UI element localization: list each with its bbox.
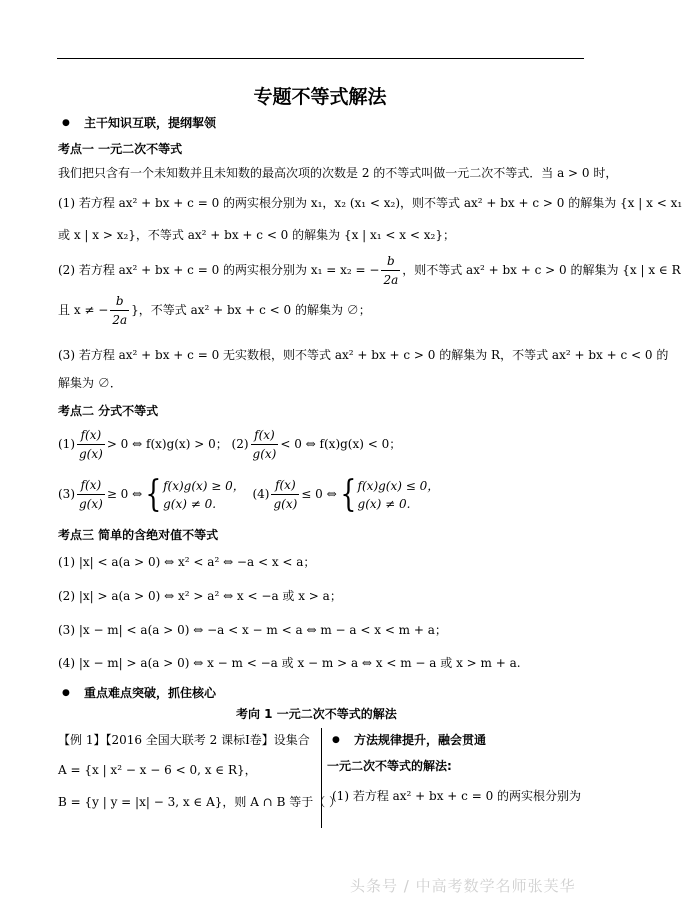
kd2-item3-label: (3) xyxy=(58,487,75,501)
system-brace-4: { f(x)g(x) ≤ 0， g(x) ≠ 0. xyxy=(340,473,440,515)
kd1-item1-line1: (1) 若方程 ax² + bx + c = 0 的两实根分别为 x₁，x₂ (x₁ < x₂)，则不等式 ax² + bx + c > 0 的解集为 {x | x < x₁ xyxy=(58,196,682,210)
fraction-f-over-g xyxy=(77,476,105,513)
kd2-item1-text: > 0 ⇔ f(x)g(x) > 0； xyxy=(106,437,228,451)
example-set-a: A = {x | x² − x − 6 < 0, x ∈ R}， xyxy=(58,763,257,777)
bullet-icon: ● xyxy=(332,735,340,745)
kd2-item2-label: (2) xyxy=(231,437,249,451)
frac-numerator: f(x) xyxy=(271,476,299,495)
frac-numerator: f(x) xyxy=(251,426,279,445)
frac-denominator: g(x) xyxy=(273,497,298,511)
column-divider xyxy=(321,728,322,828)
fraction-f-over-g xyxy=(271,476,299,513)
system-brace-3: { f(x)g(x) ≥ 0， g(x) ≠ 0. xyxy=(145,473,245,515)
kd2-heading: 考点二 分式不等式 xyxy=(58,404,159,418)
kd2-row1 xyxy=(58,426,401,463)
system-row: f(x)g(x) ≤ 0， xyxy=(357,478,440,493)
frac-numerator: b xyxy=(110,292,129,311)
kd3-item3: (3) |x − m| < a(a > 0) ⇔ −a < x − m < a ⇔ m − a < x < m + a； xyxy=(58,623,447,637)
frac-numerator: b xyxy=(381,252,400,271)
kd2-item1-label: (1) xyxy=(58,437,75,451)
fraction-f-over-g xyxy=(251,426,279,463)
direction1-heading: 考向 1 一元二次不等式的解法 xyxy=(236,707,397,721)
system-row: g(x) ≠ 0. xyxy=(163,496,217,511)
system-row: g(x) ≠ 0. xyxy=(357,496,411,511)
kd1-item3-line2: 解集为 ∅． xyxy=(58,376,122,390)
kd1-heading: 考点一 一元二次不等式 xyxy=(58,142,183,156)
kd1-intro: 我们把只含有一个未知数并且未知数的最高次项的次数是 2 的不等式叫做一元二次不等式．当 a > 0 时， xyxy=(58,166,618,180)
kd3-item4: (4) |x − m| > a(a > 0) ⇔ x − m < −a 或 x − m > a ⇔ x < m − a 或 x > m + a. xyxy=(58,656,521,670)
bullet-icon: ● xyxy=(62,688,70,698)
right-column-subheading: 一元二次不等式的解法: xyxy=(327,759,452,773)
fraction-f-over-g xyxy=(77,426,105,463)
page-title: 专题不等式解法 xyxy=(253,86,387,108)
frac-numerator: f(x) xyxy=(77,476,105,495)
kd1-item2-text-b: ，则不等式 ax² + bx + c > 0 的解集为 {x | x ∈ R xyxy=(402,263,681,277)
section1-heading: 主干知识互联，提纲挈领 xyxy=(84,116,217,130)
watermark-text: 头条号 / 中高考数学名师张芙华 xyxy=(350,877,576,895)
kd3-item1: (1) |x| < a(a > 0) ⇔ x² < a² ⇔ −a < x < a； xyxy=(58,555,316,569)
section2-heading: 重点难点突破，抓住核心 xyxy=(84,686,217,700)
kd2-item2-text: < 0 ⇔ f(x)g(x) < 0； xyxy=(280,437,402,451)
fraction-b-over-2a xyxy=(110,292,129,329)
fraction-b-over-2a xyxy=(381,252,400,289)
kd1-item2-text-a: (2) 若方程 ax² + bx + c = 0 的两实根分别为 x₁ = x₂ = − xyxy=(58,263,380,277)
system-row: f(x)g(x) ≥ 0， xyxy=(163,478,245,493)
bullet-icon: ● xyxy=(62,118,70,128)
kd1-item2-line2 xyxy=(58,292,371,329)
kd1-item2-line1 xyxy=(58,252,681,289)
frac-denominator: g(x) xyxy=(79,497,103,511)
kd3-item2: (2) |x| > a(a > 0) ⇔ x² > a² ⇔ x < −a 或 x > a； xyxy=(58,589,342,603)
kd2-item4-label: (4) xyxy=(252,487,270,501)
frac-denominator: 2a xyxy=(383,273,399,287)
kd3-heading: 考点三 简单的含绝对值不等式 xyxy=(58,528,219,542)
right-column-line1: (1) 若方程 ax² + bx + c = 0 的两实根分别为 xyxy=(332,789,582,803)
kd1-item3-line1: (3) 若方程 ax² + bx + c = 0 无实数根，则不等式 ax² + bx + c > 0 的解集为 R，不等式 ax² + bx + c < 0 的 xyxy=(58,348,669,362)
frac-numerator: f(x) xyxy=(77,426,105,445)
right-column-heading: 方法规律提升，融会贯通 xyxy=(354,733,487,747)
top-rule xyxy=(57,58,584,59)
kd1-item2-text-c: 且 x ≠ − xyxy=(58,303,109,317)
kd1-item1-line2: 或 x | x > x₂}，不等式 ax² + bx + c < 0 的解集为 {x | x₁ < x < x₂}； xyxy=(58,228,455,242)
example-title: 【例 1】【2016 全国大联考 2 课标Ⅰ卷】设集合 xyxy=(58,733,310,747)
frac-denominator: g(x) xyxy=(252,447,277,461)
frac-denominator: 2a xyxy=(112,313,128,327)
kd2-row2 xyxy=(58,473,440,515)
kd2-item3-text: ≥ 0 ⇔ xyxy=(106,487,143,501)
frac-denominator: g(x) xyxy=(79,447,103,461)
kd1-item2-text-d: }，不等式 ax² + bx + c < 0 的解集为 ∅； xyxy=(131,303,371,317)
example-set-b: B = {y | y = |x| − 3, x ∈ A}，则 A ∩ B 等于（ ） xyxy=(58,795,342,809)
kd2-item4-text: ≤ 0 ⇔ xyxy=(301,487,337,501)
